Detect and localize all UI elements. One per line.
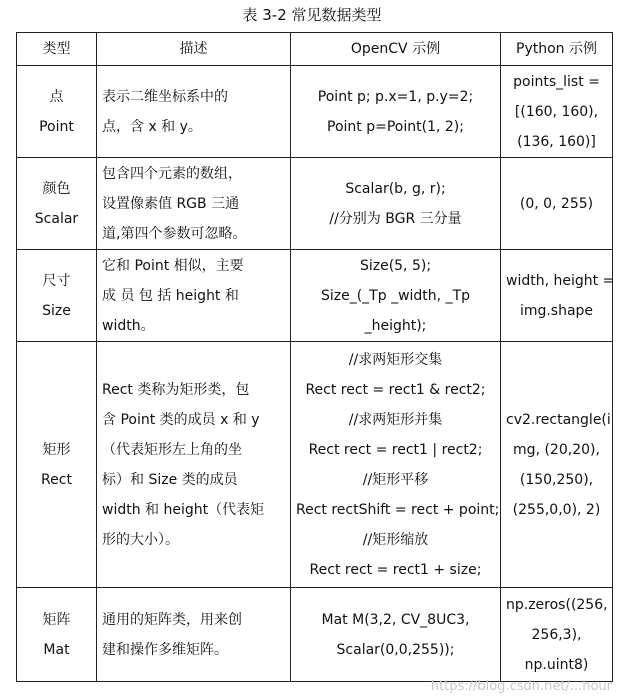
python-example-cell (501, 250, 613, 342)
cell-line: 包含四个元素的数组， (102, 165, 242, 182)
cell-line: 矩阵 (42, 611, 71, 628)
cell-line: Rect (41, 471, 72, 488)
description-cell (97, 158, 291, 250)
description-cell (97, 342, 291, 588)
cell-line: //求两矩形并集 (348, 411, 443, 428)
cell-line: width, height = (506, 272, 615, 289)
cell-line: (136, 160)] (517, 133, 596, 150)
cell-line: 矩形 (42, 441, 71, 458)
cell-line: 含 Point 类的成员 x 和 y (102, 411, 260, 428)
table-row (17, 342, 613, 588)
description-cell (97, 588, 291, 682)
header-type: 类型 (17, 33, 97, 66)
python-example-cell (501, 158, 613, 250)
cell-line: Mat M(3,2, CV_8UC3, (321, 611, 470, 628)
python-example-cell (501, 588, 613, 682)
cell-line: Point (39, 118, 74, 135)
cell-line: Size(5, 5); (359, 257, 432, 274)
opencv-example-cell (291, 158, 501, 250)
cell-line: Rect rect = rect1 | rect2; (308, 441, 483, 458)
type-cell (17, 66, 97, 158)
cell-line: 点 (49, 88, 64, 105)
cell-line: Scalar(0,0,255)); (336, 641, 455, 658)
cell-line: 256,3), (531, 626, 582, 643)
cell-line: img.shape (519, 302, 594, 319)
cell-line: Scalar(b, g, r); (345, 180, 446, 197)
cell-line: 建和操作多维矩阵。 (102, 641, 228, 658)
header-python-example: Python 示例 (501, 33, 613, 66)
cell-line: [(160, 160), (514, 103, 599, 120)
description-cell (97, 66, 291, 158)
cell-line: 成 员 包 括 height 和 (102, 287, 239, 304)
table-caption: 表 3-2 常见数据类型 (242, 6, 382, 24)
table-row (17, 250, 613, 342)
cell-line: mg, (20,20), (513, 441, 600, 458)
cell-line: Rect rectShift = rect + point; (296, 501, 500, 518)
cell-line: //矩形平移 (362, 471, 429, 488)
cell-line: Size (42, 302, 71, 319)
header-opencv-example: OpenCV 示例 (291, 33, 501, 66)
watermark: https://blog.csdn.net/...hour (430, 679, 612, 694)
cell-line: 设置像素值 RGB 三通 (102, 195, 240, 212)
cell-line: 它和 Point 相似，主要 (102, 257, 244, 274)
cell-line: 表示二维坐标系中的 (102, 88, 228, 105)
cell-line: //求两矩形交集 (348, 351, 443, 368)
cell-line: (150,250), (519, 471, 594, 488)
cell-line: np.zeros((256, (506, 596, 608, 613)
cell-line: Mat (43, 641, 70, 658)
cell-line: (255,0,0), 2) (512, 501, 601, 518)
cell-line: 道,第四个参数可忽略。 (102, 225, 247, 242)
header-description: 描述 (97, 33, 291, 66)
cell-line: 尺寸 (42, 272, 71, 289)
type-cell (17, 158, 97, 250)
cell-line: 点，含 x 和 y。 (102, 118, 202, 135)
cell-line: np.uint8) (524, 656, 589, 673)
cell-line: //分别为 BGR 三分量 (329, 210, 462, 227)
cell-line: 颜色 (42, 180, 71, 197)
cell-line: Rect rect = rect1 & rect2; (305, 381, 486, 398)
cell-line: Point p; p.x=1, p.y=2; (317, 88, 474, 105)
cell-line: _height); (364, 317, 427, 334)
type-cell (17, 342, 97, 588)
opencv-example-cell (291, 342, 501, 588)
opencv-example-cell (291, 250, 501, 342)
cell-line: 标）和 Size 类的成员 (102, 471, 238, 488)
cell-line: Scalar (34, 210, 79, 227)
python-example-cell (501, 66, 613, 158)
header-row (17, 33, 613, 66)
cell-line: Point p=Point(1, 2); (327, 118, 464, 135)
cell-line: 形的大小）。 (102, 531, 179, 548)
cell-line: points_list = (513, 73, 600, 90)
cell-line: 通用的矩阵类，用来创 (102, 611, 242, 628)
cell-line: (0, 0, 255) (519, 195, 594, 212)
opencv-example-cell (291, 588, 501, 682)
cell-line: Rect rect = rect1 + size; (309, 561, 482, 578)
type-cell (17, 250, 97, 342)
cell-line: cv2.rectangle(i (506, 411, 611, 428)
type-cell (17, 588, 97, 682)
cell-line: //矩形缩放 (362, 531, 429, 548)
cell-line: width 和 height（代表矩 (102, 501, 265, 518)
cell-line: Size_(_Tp _width, _Tp (320, 287, 471, 304)
description-cell (97, 250, 291, 342)
opencv-example-cell (291, 66, 501, 158)
cell-line: （代表矩形左上角的坐 (102, 441, 242, 458)
python-example-cell (501, 342, 613, 588)
data-types-table (16, 32, 613, 682)
table-row (17, 158, 613, 250)
table-row (17, 66, 613, 158)
table-row (17, 588, 613, 682)
cell-line: Rect 类称为矩形类，包 (102, 381, 250, 398)
cell-line: width。 (102, 317, 155, 334)
